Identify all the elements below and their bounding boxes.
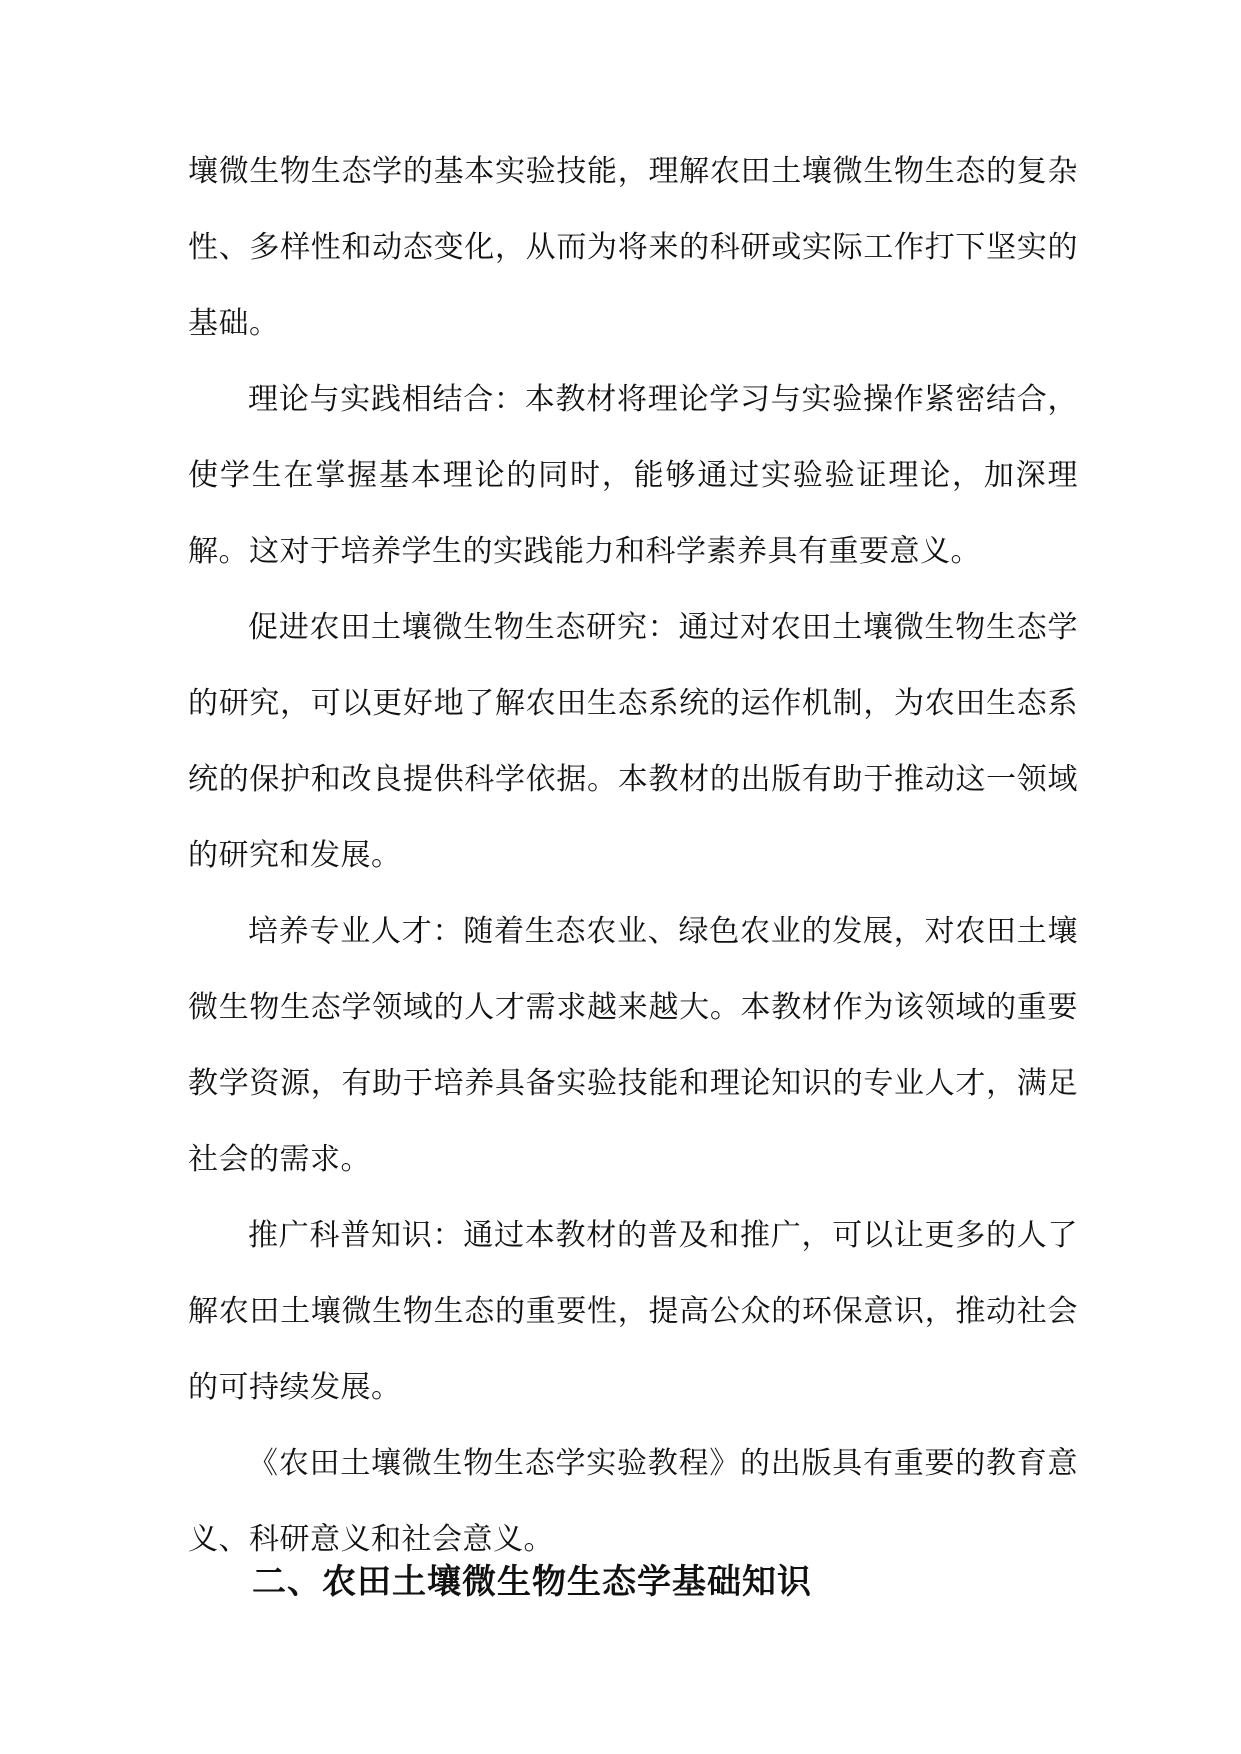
section-heading: 二、农田土壤微生物生态学基础知识 xyxy=(252,1562,812,1602)
paragraph-conclusion: 《农田土壤微生物生态学实验教程》的出版具有重要的教育意义、科研意义和社会意义。 xyxy=(188,1446,1078,1557)
paragraph-research: 促进农田土壤微生物生态研究：通过对农田土壤微生物生态学的研究，可以更好地了解农田生态系统的运作机制，为农田生态系统的保护和改良提供科学依据。本教材的出版有助于推动这一领域的研究和发展。 xyxy=(188,610,1078,873)
paragraph-popularization: 推广科普知识：通过本教材的普及和推广，可以让更多的人了解农田土壤微生物生态的重要性，提高公众的环保意识，推动社会的可持续发展。 xyxy=(188,1218,1078,1405)
body-text xyxy=(188,134,1078,1578)
paragraph-talent: 培养专业人才：随着生态农业、绿色农业的发展，对农田土壤微生物生态学领域的人才需求越来越大。本教材作为该领域的重要教学资源，有助于培养具备实验技能和理论知识的专业人才，满足社会的需求。 xyxy=(188,914,1078,1177)
paragraph-theory-practice: 理论与实践相结合：本教材将理论学习与实验操作紧密结合，使学生在掌握基本理论的同时，能够通过实验验证理论，加深理解。这对于培养学生的实践能力和科学素养具有重要意义。 xyxy=(188,382,1078,569)
paragraph-continuation: 壤微生物生态学的基本实验技能，理解农田土壤微生物生态的复杂性、多样性和动态变化，从而为将来的科研或实际工作打下坚实的基础。 xyxy=(188,154,1078,341)
